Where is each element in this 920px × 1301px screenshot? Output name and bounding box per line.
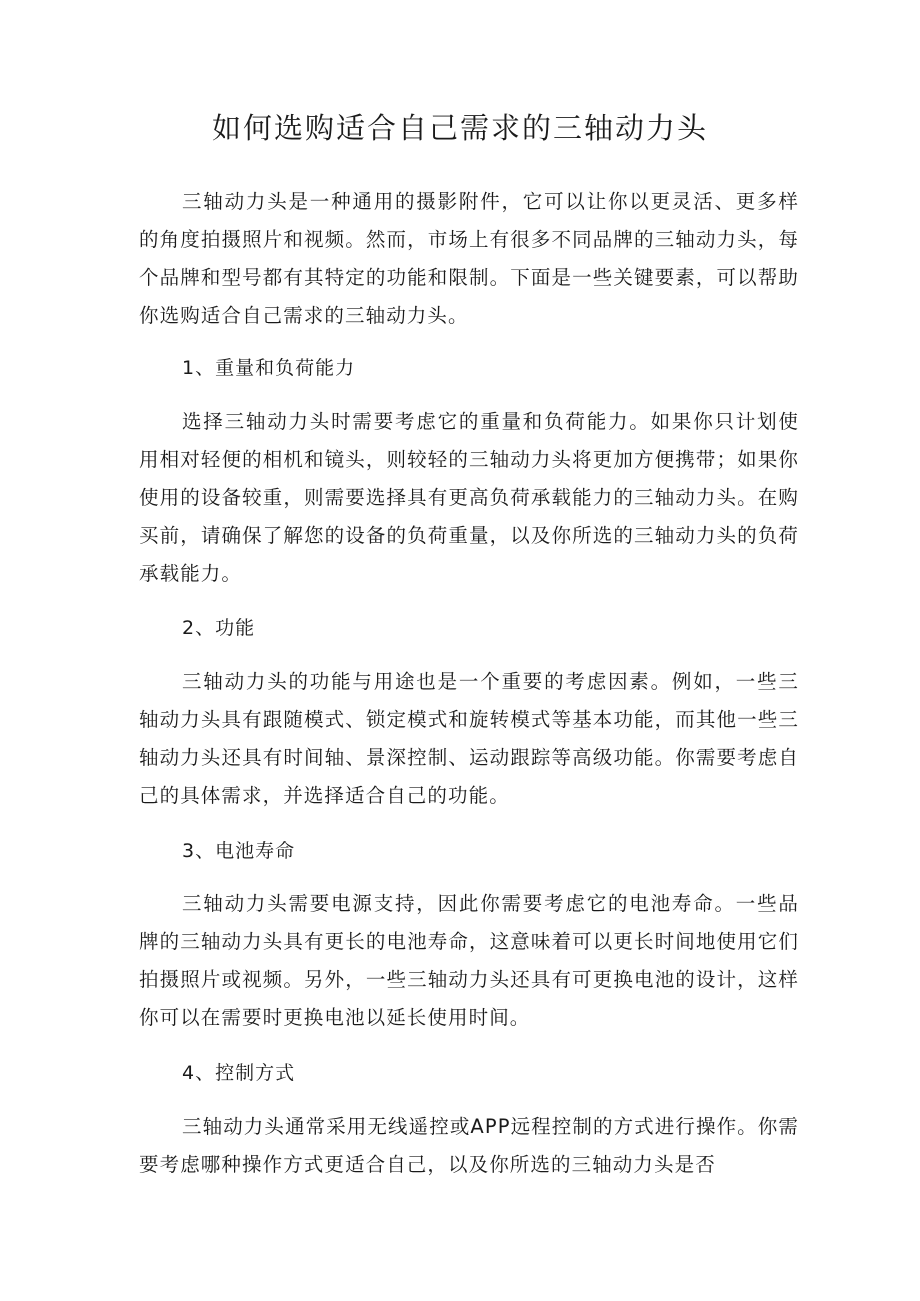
section-heading-battery: 3、电池寿命 (182, 840, 296, 862)
section-heading-weight: 1、重量和负荷能力 (182, 357, 356, 379)
section-body-battery: 三轴动力头需要电源支持，因此你需要考虑它的电池寿命。一些品牌的三轴动力头具有更长的电池寿命，这意味着可以更长时间地使用它们拍摄照片或视频。另外，一些三轴动力头还具有可更换电池的设计，这样你可以在需要时更换电池以延长使用时间。 (139, 892, 799, 1029)
section-heading-features: 2、功能 (182, 617, 256, 639)
section-heading-control: 4、控制方式 (182, 1062, 296, 1084)
intro-paragraph: 三轴动力头是一种通用的摄影附件，它可以让你以更灵活、更多样的角度拍摄照片和视频。然而，市场上有很多不同品牌的三轴动力头，每个品牌和型号都有其特定的功能和限制。下面是一些关键要素，可以帮助你选购适合自己需求的三轴动力头。 (139, 190, 799, 327)
section-body-weight: 选择三轴动力头时需要考虑它的重量和负荷能力。如果你只计划使用相对轻便的相机和镜头，则较轻的三轴动力头将更加方便携带；如果你使用的设备较重，则需要选择具有更高负荷承载能力的三轴动力头。在购买前，请确保了解您的设备的负荷重量，以及你所选的三轴动力头的负荷承载能力。 (139, 410, 799, 585)
section-body-features: 三轴动力头的功能与用途也是一个重要的考虑因素。例如，一些三轴动力头具有跟随模式、锁定模式和旋转模式等基本功能，而其他一些三轴动力头还具有时间轴、景深控制、运动跟踪等高级功能。你需要考虑自己的具体需求，并选择适合自己的功能。 (139, 670, 799, 807)
document-title: 如何选购适合自己需求的三轴动力头 (211, 111, 708, 145)
section-body-control: 三轴动力头通常采用无线遥控或APP远程控制的方式进行操作。你需要考虑哪种操作方式更适合自己，以及你所选的三轴动力头是否 (139, 1115, 799, 1176)
